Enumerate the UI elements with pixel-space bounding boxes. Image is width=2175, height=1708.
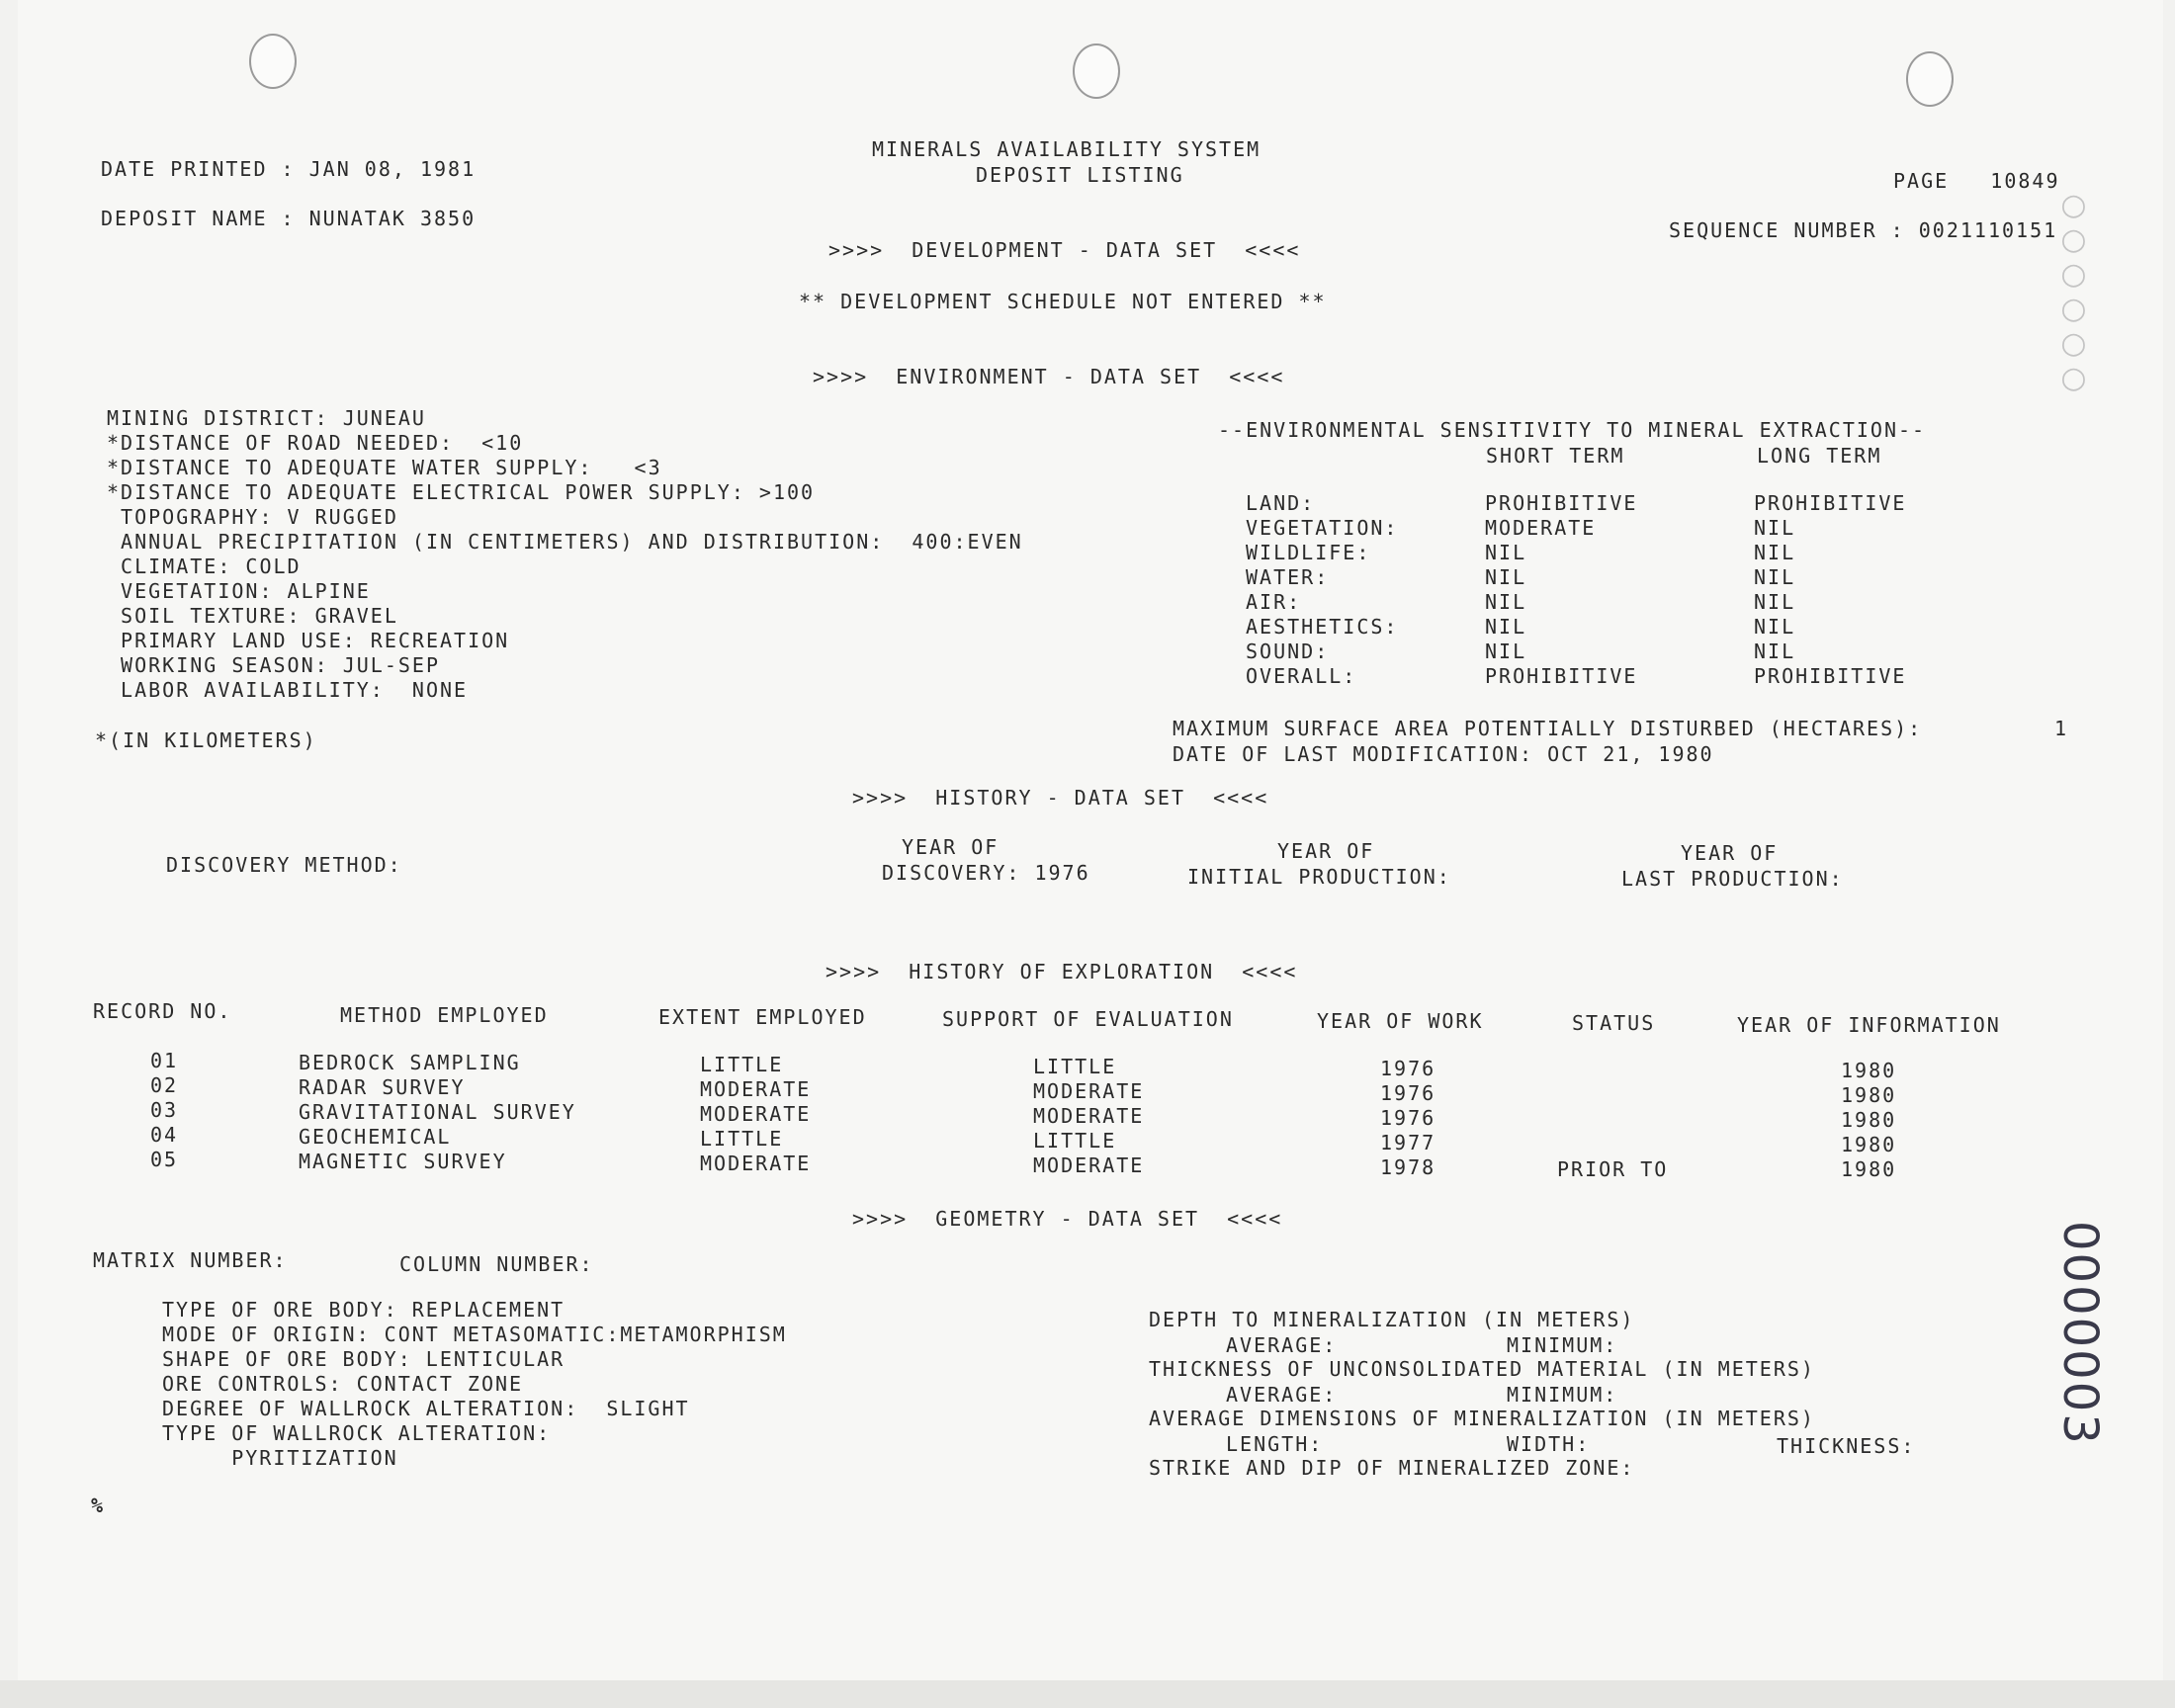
- page-edge: [0, 1680, 2175, 1708]
- discovery-year: DISCOVERY: 1976: [882, 861, 1090, 885]
- geometry-line: TYPE OF ORE BODY: REPLACEMENT: [162, 1298, 566, 1322]
- geometry-line: PYRITIZATION: [162, 1446, 398, 1470]
- sensitivity-long-term: NIL: [1754, 615, 1796, 639]
- method-employed: MAGNETIC SURVEY: [299, 1150, 507, 1173]
- year-of-work: 1976: [1380, 1057, 1436, 1080]
- exploration-column-header: METHOD EMPLOYED: [340, 1003, 549, 1027]
- exploration-column-header: YEAR OF INFORMATION: [1737, 1013, 2001, 1037]
- initial-production: INITIAL PRODUCTION:: [1187, 865, 1451, 889]
- development-heading: >>>> DEVELOPMENT - DATA SET <<<<: [828, 238, 1301, 262]
- long-term-header: LONG TERM: [1757, 444, 1882, 468]
- environment-line: *DISTANCE OF ROAD NEEDED: <10: [107, 431, 524, 455]
- environment-line: VEGETATION: ALPINE: [107, 579, 371, 603]
- date-printed: DATE PRINTED : JAN 08, 1981: [101, 157, 477, 181]
- sensitivity-short-term: NIL: [1485, 615, 1527, 639]
- exploration-column-header: STATUS: [1572, 1011, 1656, 1035]
- geometry-line: TYPE OF WALLROCK ALTERATION:: [162, 1421, 552, 1445]
- depth-minimum: MINIMUM:: [1507, 1333, 1618, 1357]
- support-of-evaluation: MODERATE: [1033, 1104, 1145, 1128]
- year-of-work: 1978: [1380, 1155, 1436, 1179]
- sensitivity-long-term: NIL: [1754, 541, 1796, 564]
- punch-hole-right: [1906, 51, 1954, 107]
- method-employed: RADAR SURVEY: [299, 1075, 466, 1099]
- environment-line: SOIL TEXTURE: GRAVEL: [107, 604, 398, 628]
- sensitivity-long-term: NIL: [1754, 590, 1796, 614]
- extent-employed: LITTLE: [700, 1127, 784, 1151]
- matrix-number: MATRIX NUMBER:: [93, 1248, 288, 1272]
- year-of-information: 1980: [1841, 1083, 1897, 1107]
- discovery-method: DISCOVERY METHOD:: [166, 853, 402, 877]
- system-title: MINERALS AVAILABILITY SYSTEM: [872, 137, 1262, 161]
- environment-line: CLIMATE: COLD: [107, 555, 302, 578]
- environment-heading: >>>> ENVIRONMENT - DATA SET <<<<: [813, 365, 1285, 388]
- record-number: 01: [150, 1049, 179, 1072]
- exploration-column-header: SUPPORT OF EVALUATION: [942, 1007, 1234, 1031]
- environment-line: *DISTANCE TO ADEQUATE WATER SUPPLY: <3: [107, 456, 662, 479]
- year-of-information: 1980: [1841, 1059, 1897, 1082]
- max-surface-area-label: MAXIMUM SURFACE AREA POTENTIALLY DISTURBED (HECTARES):: [1173, 717, 1923, 740]
- sensitivity-factor: WATER:: [1246, 565, 1330, 589]
- method-employed: GRAVITATIONAL SURVEY: [299, 1100, 576, 1124]
- history-heading: >>>> HISTORY - DATA SET <<<<: [852, 786, 1269, 810]
- faint-side-marks: ○○○○○○: [2056, 188, 2091, 395]
- sensitivity-short-term: PROHIBITIVE: [1485, 491, 1638, 515]
- support-of-evaluation: MODERATE: [1033, 1153, 1145, 1177]
- last-modification: DATE OF LAST MODIFICATION: OCT 21, 1980: [1173, 742, 1714, 766]
- geometry-line: MODE OF ORIGIN: CONT METASOMATIC:METAMORPHISM: [162, 1323, 787, 1346]
- sensitivity-factor: LAND:: [1246, 491, 1316, 515]
- max-surface-area-value: 1: [2054, 717, 2069, 740]
- initial-production-year-of: YEAR OF: [1277, 839, 1375, 863]
- sensitivity-long-term: PROHIBITIVE: [1754, 491, 1907, 515]
- sequence-number: SEQUENCE NUMBER : 0021110151: [1669, 218, 2058, 242]
- development-schedule-note: ** DEVELOPMENT SCHEDULE NOT ENTERED **: [799, 290, 1327, 313]
- sensitivity-short-term: NIL: [1485, 640, 1527, 663]
- environment-line: LABOR AVAILABILITY: NONE: [107, 678, 469, 702]
- sensitivity-factor: AESTHETICS:: [1246, 615, 1399, 639]
- side-stamp: 0000003: [2052, 1221, 2108, 1446]
- dimension-thickness: THICKNESS:: [1777, 1434, 1916, 1458]
- discovery-year-of: YEAR OF: [902, 835, 1000, 859]
- sensitivity-short-term: NIL: [1485, 590, 1527, 614]
- extent-employed: MODERATE: [700, 1102, 812, 1126]
- column-number: COLUMN NUMBER:: [399, 1252, 594, 1276]
- thickness-title: THICKNESS OF UNCONSOLIDATED MATERIAL (IN METERS): [1149, 1357, 1815, 1381]
- record-number: 03: [150, 1098, 179, 1122]
- method-employed: BEDROCK SAMPLING: [299, 1051, 521, 1074]
- environment-line: *DISTANCE TO ADEQUATE ELECTRICAL POWER SUPPLY: >100: [107, 480, 816, 504]
- year-of-work: 1976: [1380, 1106, 1436, 1130]
- sensitivity-factor: WILDLIFE:: [1246, 541, 1371, 564]
- sensitivity-factor: OVERALL:: [1246, 664, 1357, 688]
- punch-hole-left: [249, 34, 297, 89]
- environment-line: MINING DISTRICT: JUNEAU: [107, 406, 426, 430]
- sensitivity-factor: VEGETATION:: [1246, 516, 1399, 540]
- sensitivity-short-term: PROHIBITIVE: [1485, 664, 1638, 688]
- sensitivity-long-term: NIL: [1754, 640, 1796, 663]
- dimension-width: WIDTH:: [1507, 1432, 1591, 1456]
- extent-employed: MODERATE: [700, 1077, 812, 1101]
- environment-line: WORKING SEASON: JUL-SEP: [107, 653, 440, 677]
- strike-dip: STRIKE AND DIP OF MINERALIZED ZONE:: [1149, 1456, 1635, 1480]
- method-employed: GEOCHEMICAL: [299, 1125, 452, 1149]
- sensitivity-long-term: PROHIBITIVE: [1754, 664, 1907, 688]
- geometry-heading: >>>> GEOMETRY - DATA SET <<<<: [852, 1207, 1283, 1231]
- sensitivity-short-term: NIL: [1485, 541, 1527, 564]
- environment-line: ANNUAL PRECIPITATION (IN CENTIMETERS) AND DISTRIBUTION: 400:EVEN: [107, 530, 1023, 554]
- page-number: PAGE 10849: [1893, 169, 2060, 193]
- sensitivity-factor: AIR:: [1246, 590, 1302, 614]
- exploration-column-header: EXTENT EMPLOYED: [658, 1005, 867, 1029]
- kilometers-note: *(IN KILOMETERS): [95, 728, 317, 752]
- environment-line: TOPOGRAPHY: V RUGGED: [107, 505, 398, 529]
- extent-employed: LITTLE: [700, 1053, 784, 1076]
- support-of-evaluation: MODERATE: [1033, 1079, 1145, 1103]
- extent-employed: MODERATE: [700, 1152, 812, 1175]
- record-number: 04: [150, 1123, 179, 1147]
- record-number: 02: [150, 1073, 179, 1097]
- last-production-year-of: YEAR OF: [1681, 841, 1779, 865]
- year-of-work: 1977: [1380, 1131, 1436, 1154]
- sensitivity-long-term: NIL: [1754, 565, 1796, 589]
- support-of-evaluation: LITTLE: [1033, 1055, 1117, 1078]
- year-of-information: 1980: [1841, 1108, 1897, 1132]
- sensitivity-short-term: NIL: [1485, 565, 1527, 589]
- geometry-line: DEGREE OF WALLROCK ALTERATION: SLIGHT: [162, 1397, 690, 1420]
- thickness-minimum: MINIMUM:: [1507, 1383, 1618, 1407]
- geometry-line: ORE CONTROLS: CONTACT ZONE: [162, 1372, 524, 1396]
- record-number: 05: [150, 1148, 179, 1171]
- sensitivity-factor: SOUND:: [1246, 640, 1330, 663]
- listing-title: DEPOSIT LISTING: [976, 163, 1184, 187]
- sensitivity-short-term: MODERATE: [1485, 516, 1597, 540]
- support-of-evaluation: LITTLE: [1033, 1129, 1117, 1153]
- status: PRIOR TO: [1557, 1157, 1669, 1181]
- depth-title: DEPTH TO MINERALIZATION (IN METERS): [1149, 1308, 1635, 1331]
- thickness-average: AVERAGE:: [1226, 1383, 1338, 1407]
- dimensions-title: AVERAGE DIMENSIONS OF MINERALIZATION (IN METERS): [1149, 1407, 1815, 1430]
- exploration-column-header: RECORD NO.: [93, 999, 232, 1023]
- punch-hole-center: [1073, 43, 1120, 99]
- geometry-line: SHAPE OF ORE BODY: LENTICULAR: [162, 1347, 566, 1371]
- exploration-column-header: YEAR OF WORK: [1317, 1009, 1484, 1033]
- footer-mark: %: [91, 1494, 106, 1517]
- last-production: LAST PRODUCTION:: [1621, 867, 1844, 891]
- sensitivity-title: --ENVIRONMENTAL SENSITIVITY TO MINERAL EXTRACTION--: [1218, 418, 1927, 442]
- dimension-length: LENGTH:: [1226, 1432, 1324, 1456]
- exploration-heading: >>>> HISTORY OF EXPLORATION <<<<: [826, 960, 1298, 983]
- year-of-information: 1980: [1841, 1133, 1897, 1156]
- depth-average: AVERAGE:: [1226, 1333, 1338, 1357]
- year-of-information: 1980: [1841, 1157, 1897, 1181]
- short-term-header: SHORT TERM: [1486, 444, 1625, 468]
- environment-line: PRIMARY LAND USE: RECREATION: [107, 629, 510, 652]
- sensitivity-long-term: NIL: [1754, 516, 1796, 540]
- deposit-name: DEPOSIT NAME : NUNATAK 3850: [101, 207, 477, 230]
- year-of-work: 1976: [1380, 1081, 1436, 1105]
